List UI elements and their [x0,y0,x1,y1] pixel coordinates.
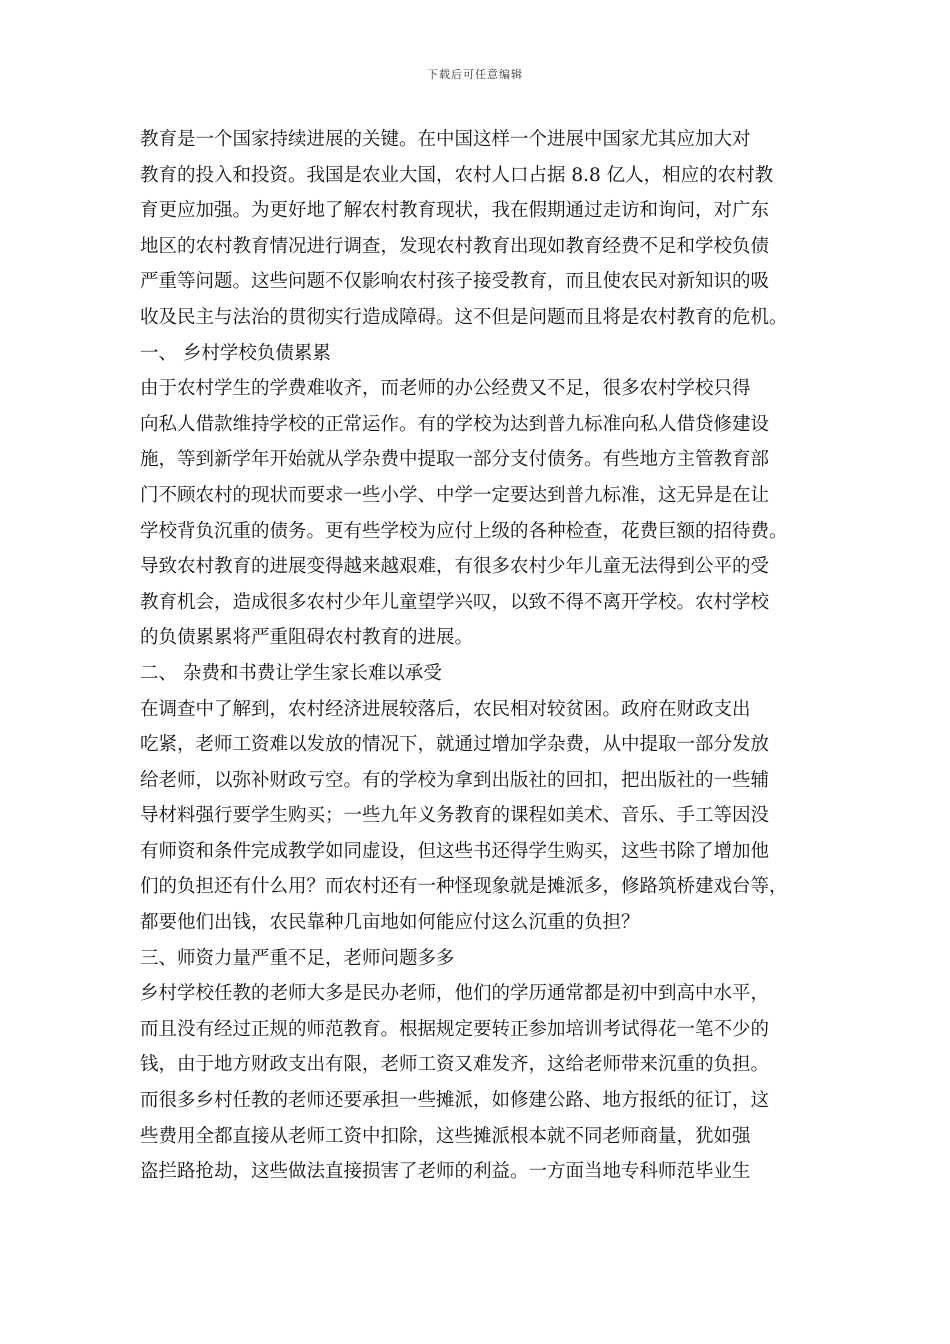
text-line: 些费用全都直接从老师工资中扣除，这些摊派根本就不同老师商量，犹如强 [140,1125,751,1147]
text-line: 的负债累累将严重阻碍农村教育的进展。 [140,627,474,649]
text-line: 给老师，以弥补财政亏空。有的学校为拿到出版社的回扣，把出版社的一些辅 [140,769,770,791]
text-line: 都要他们出钱，农民靠种几亩地如何能应付这么沉重的负担？ [140,912,640,934]
text-line: 吃紧，老师工资难以发放的情况下，就通过增加学杂费，从中提取一部分发放 [140,734,770,756]
text-line: 而很多乡村任教的老师还要承担一些摊派，如修建公路、地方报纸的征订，这 [140,1090,770,1112]
text-line: 们的负担还有什么用？而农村还有一种怪现象就是摊派多，修路筑桥建戏台等， [140,876,788,898]
section-heading: 三、师资力量严重不足，老师问题多多 [140,947,455,969]
text-line: 施，等到新学年开始就从学杂费中提取一部分支付债务。有些地方主管教育部 [140,449,770,471]
section-heading: 一、 乡村学校负债累累 [140,342,331,364]
text-line: 由于农村学生的学费难收齐，而老师的办公经费又不足，很多农村学校只得 [140,378,751,400]
text-line: 收及民主与法治的贯彻实行造成障碍。这不但是问题而且将是农村教育的危机。 [140,306,788,328]
text-line: 门不顾农村的现状而要求一些小学、中学一定要达到普九标准，这无异是在让 [140,484,770,506]
text-line: 导材料强行要学生购买；一些九年义务教育的课程如美术、音乐、手工等因没 [140,805,770,827]
page-header: 下载后可任意编辑 [427,68,523,81]
text-line: 严重等问题。这些问题不仅影响农村孩子接受教育，而且使农民对新知识的吸 [140,271,770,293]
text-line: 教育的投入和投资。我国是农业大国，农村人口占据 8.8 亿人，相应的农村教 [140,164,774,186]
text-line: 而且没有经过正规的师范教育。根据规定要转正参加培训考试得花一笔不少的 [140,1018,770,1040]
text-line: 教育是一个国家持续进展的关键。在中国这样一个进展中国家尤其应加大对 [140,129,751,150]
text-line: 向私人借款维持学校的正常运作。有的学校为达到普九标准向私人借贷修建设 [140,413,770,435]
text-line: 学校背负沉重的债务。更有些学校为应付上级的各种检查，花费巨额的招待费。 [140,520,788,542]
text-line: 育更应加强。为更好地了解农村教育现状，我在假期通过走访和询问，对广东 [140,200,770,222]
text-line: 盗拦路抢劫，这些做法直接损害了老师的利益。一方面当地专科师范毕业生 [140,1161,751,1183]
text-line: 导致农村教育的进展变得越来越艰难，有很多农村少年儿童无法得到公平的受 [140,556,770,578]
text-line: 钱，由于地方财政支出有限，老师工资又难发齐，这给老师带来沉重的负担。 [140,1054,770,1076]
text-line: 在调查中了解到，农村经济进展较落后，农民相对较贫困。政府在财政支出 [140,698,751,720]
text-line: 乡村学校任教的老师大多是民办老师，他们的学历通常都是初中到高中水平， [140,983,770,1005]
text-line: 有师资和条件完成教学如同虚设，但这些书还得学生购买，这些书除了增加他 [140,840,770,862]
text-line: 教育机会，造成很多农村少年儿童望学兴叹，以致不得不离开学校。农村学校 [140,591,770,613]
section-heading: 二、 杂费和书费让学生家长难以承受 [140,662,442,684]
document-body [140,122,820,1190]
text-line: 地区的农村教育情况进行调查，发现农村教育出现如教育经费不足和学校负债 [140,235,770,257]
